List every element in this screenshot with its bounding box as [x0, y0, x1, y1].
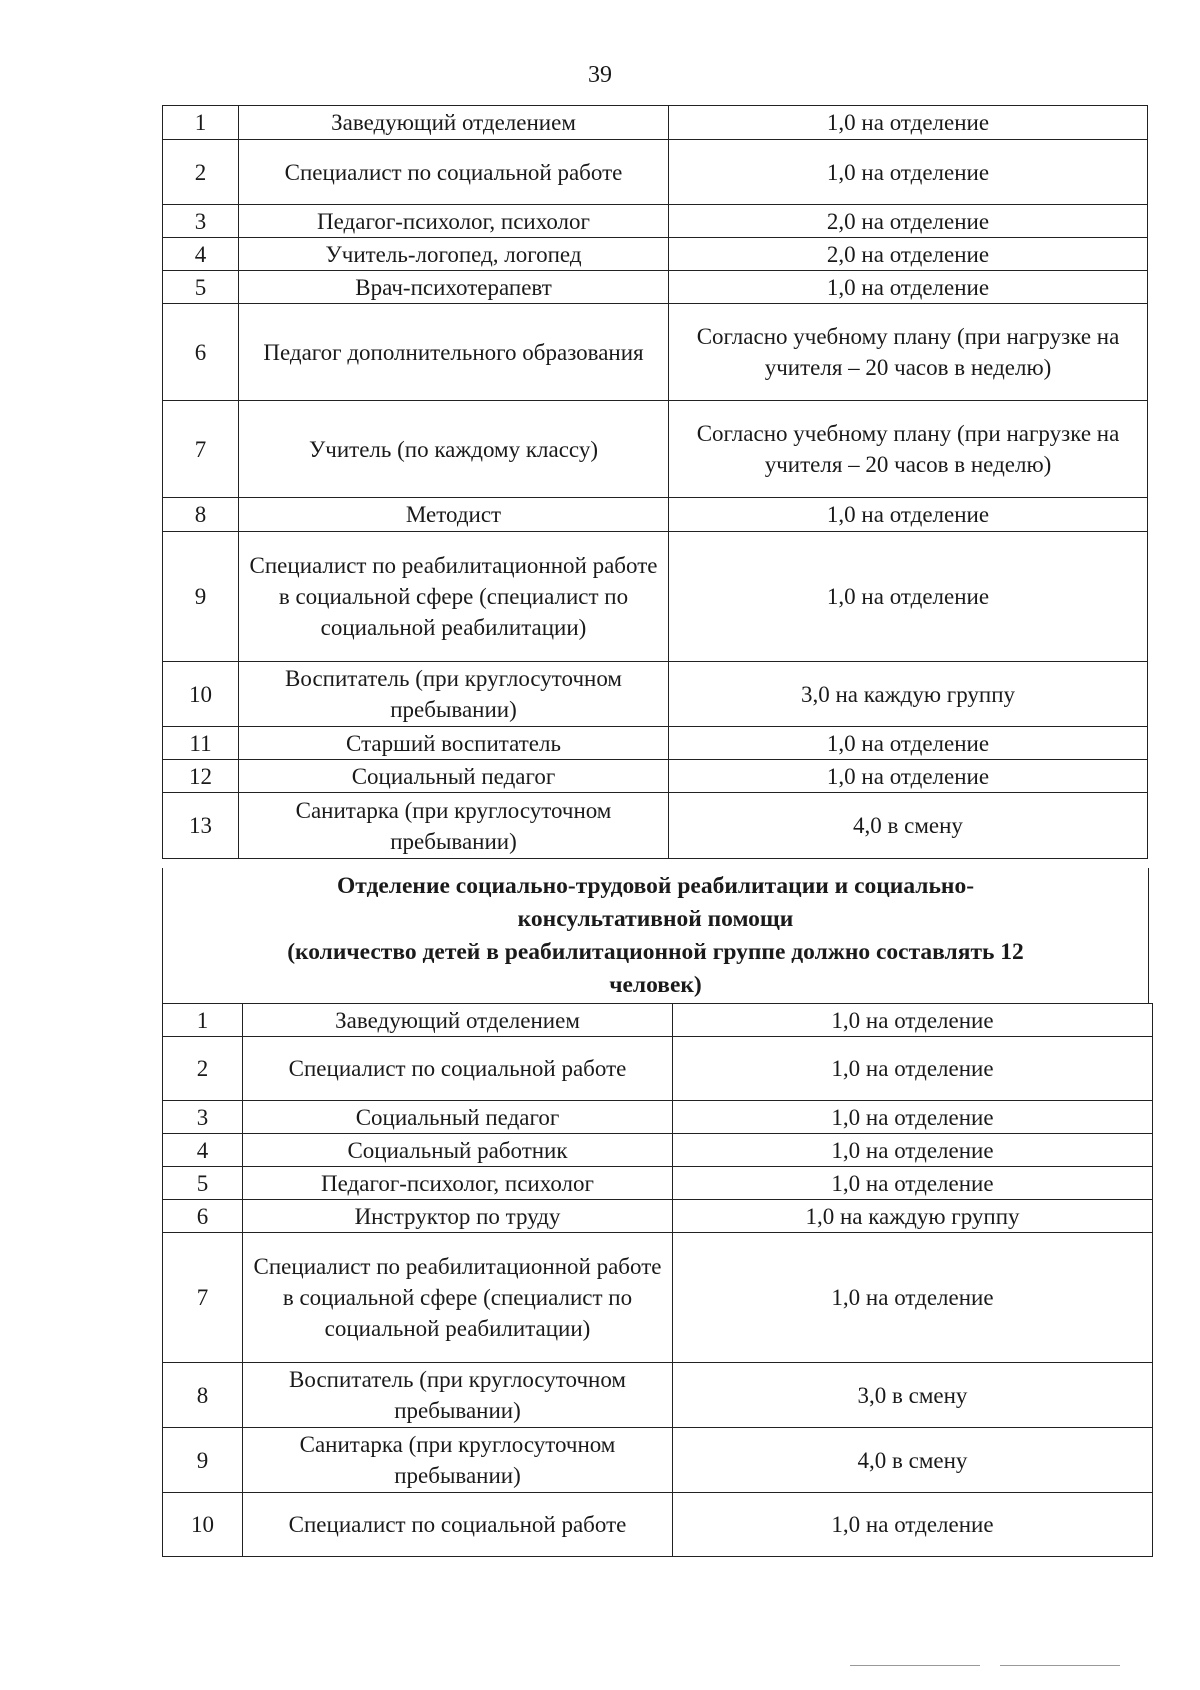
staff-norm: 1,0 на отделение [669, 271, 1148, 304]
row-number: 5 [163, 1167, 243, 1200]
table-row [163, 1200, 1153, 1233]
table-row [163, 140, 1148, 205]
position-name: Специалист по социальной работе [243, 1493, 673, 1557]
staff-norm: 4,0 в смену [669, 793, 1148, 859]
position-name: Учитель (по каждому классу) [239, 401, 669, 498]
scan-mark-line [850, 1665, 980, 1666]
row-number: 5 [163, 271, 239, 304]
staff-norm: 1,0 на отделение [673, 1233, 1153, 1363]
staff-norm: 1,0 на отделение [669, 760, 1148, 793]
row-number: 3 [163, 205, 239, 238]
table-row [163, 106, 1148, 140]
position-name: Специалист по социальной работе [243, 1037, 673, 1101]
position-name: Заведующий отделением [239, 106, 669, 140]
row-number: 6 [163, 304, 239, 401]
position-name: Педагог дополнительного образования [239, 304, 669, 401]
staff-norm: 2,0 на отделение [669, 205, 1148, 238]
row-number: 7 [163, 401, 239, 498]
staff-norm: 1,0 на отделение [669, 140, 1148, 205]
position-name: Воспитатель (при круглосуточном пребывании) [239, 662, 669, 727]
table-row [163, 1037, 1153, 1101]
row-number: 11 [163, 727, 239, 760]
staff-norm: 1,0 на отделение [673, 1167, 1153, 1200]
staff-norm: 3,0 в смену [673, 1363, 1153, 1428]
section-heading [162, 868, 1149, 1003]
position-name: Учитель-логопед, логопед [239, 238, 669, 271]
table-row [163, 662, 1148, 727]
row-number: 12 [163, 760, 239, 793]
table-row [163, 1428, 1153, 1493]
staff-norm: 1,0 на отделение [673, 1493, 1153, 1557]
position-name: Методист [239, 498, 669, 532]
row-number: 1 [163, 106, 239, 140]
table-row [163, 205, 1148, 238]
position-name: Специалист по реабилитационной работе в социальной сфере (специалист по социальной реабилитации) [239, 532, 669, 662]
row-number: 13 [163, 793, 239, 859]
row-number: 1 [163, 1004, 243, 1037]
position-name: Социальный педагог [239, 760, 669, 793]
row-number: 7 [163, 1233, 243, 1363]
row-number: 3 [163, 1101, 243, 1134]
staff-norm: 1,0 на отделение [673, 1134, 1153, 1167]
staff-norm: Согласно учебному плану (при нагрузке на учителя – 20 часов в неделю) [669, 304, 1148, 401]
position-name: Воспитатель (при круглосуточном пребывании) [243, 1363, 673, 1428]
staff-norm: 1,0 на отделение [673, 1037, 1153, 1101]
row-number: 2 [163, 140, 239, 205]
position-name: Старший воспитатель [239, 727, 669, 760]
table-row [163, 1363, 1153, 1428]
table-row [163, 271, 1148, 304]
scan-mark-line [1000, 1665, 1120, 1666]
section-title-line: Отделение социально-трудовой реабилитации и социально- [336, 873, 975, 899]
staffing-table-2 [162, 1003, 1153, 1557]
table-row [163, 401, 1148, 498]
row-number: 4 [163, 238, 239, 271]
table-row [163, 1101, 1153, 1134]
staff-norm: 1,0 на отделение [669, 532, 1148, 662]
row-number: 8 [163, 1363, 243, 1428]
position-name: Специалист по реабилитационной работе в социальной сфере (специалист по социальной реабилитации) [243, 1233, 673, 1363]
table-row [163, 1134, 1153, 1167]
staff-norm: 1,0 на отделение [673, 1101, 1153, 1134]
row-number: 6 [163, 1200, 243, 1233]
section-title-line: консультативной помощи [517, 906, 794, 932]
row-number: 8 [163, 498, 239, 532]
staff-norm: 1,0 на отделение [669, 106, 1148, 140]
position-name: Специалист по социальной работе [239, 140, 669, 205]
staff-norm: Согласно учебному плану (при нагрузке на учителя – 20 часов в неделю) [669, 401, 1148, 498]
table-row [163, 760, 1148, 793]
section-note-line: (количество детей в реабилитационной группе должно составлять 12 [287, 939, 1024, 965]
position-name: Врач-психотерапевт [239, 271, 669, 304]
position-name: Заведующий отделением [243, 1004, 673, 1037]
staff-norm: 1,0 на отделение [669, 727, 1148, 760]
table-row [163, 793, 1148, 859]
section-note-line: человек) [609, 972, 702, 998]
staff-norm: 1,0 на каждую группу [673, 1200, 1153, 1233]
staffing-table-1 [162, 105, 1148, 859]
row-number: 4 [163, 1134, 243, 1167]
position-name: Санитарка (при круглосуточном пребывании) [239, 793, 669, 859]
row-number: 2 [163, 1037, 243, 1101]
position-name: Социальный работник [243, 1134, 673, 1167]
position-name: Санитарка (при круглосуточном пребывании) [243, 1428, 673, 1493]
table-row [163, 1493, 1153, 1557]
page-number: 39 [588, 62, 612, 88]
staff-norm: 2,0 на отделение [669, 238, 1148, 271]
position-name: Инструктор по труду [243, 1200, 673, 1233]
table-row [163, 1167, 1153, 1200]
table-row [163, 498, 1148, 532]
table-row [163, 727, 1148, 760]
table-row [163, 304, 1148, 401]
table-row [163, 1004, 1153, 1037]
position-name: Педагог-психолог, психолог [243, 1167, 673, 1200]
position-name: Социальный педагог [243, 1101, 673, 1134]
table-row [163, 238, 1148, 271]
table-row [163, 1233, 1153, 1363]
row-number: 9 [163, 1428, 243, 1493]
staff-norm: 4,0 в смену [673, 1428, 1153, 1493]
position-name: Педагог-психолог, психолог [239, 205, 669, 238]
staff-norm: 1,0 на отделение [669, 498, 1148, 532]
row-number: 10 [163, 1493, 243, 1557]
staff-norm: 3,0 на каждую группу [669, 662, 1148, 727]
row-number: 9 [163, 532, 239, 662]
table-row [163, 532, 1148, 662]
staff-norm: 1,0 на отделение [673, 1004, 1153, 1037]
row-number: 10 [163, 662, 239, 727]
